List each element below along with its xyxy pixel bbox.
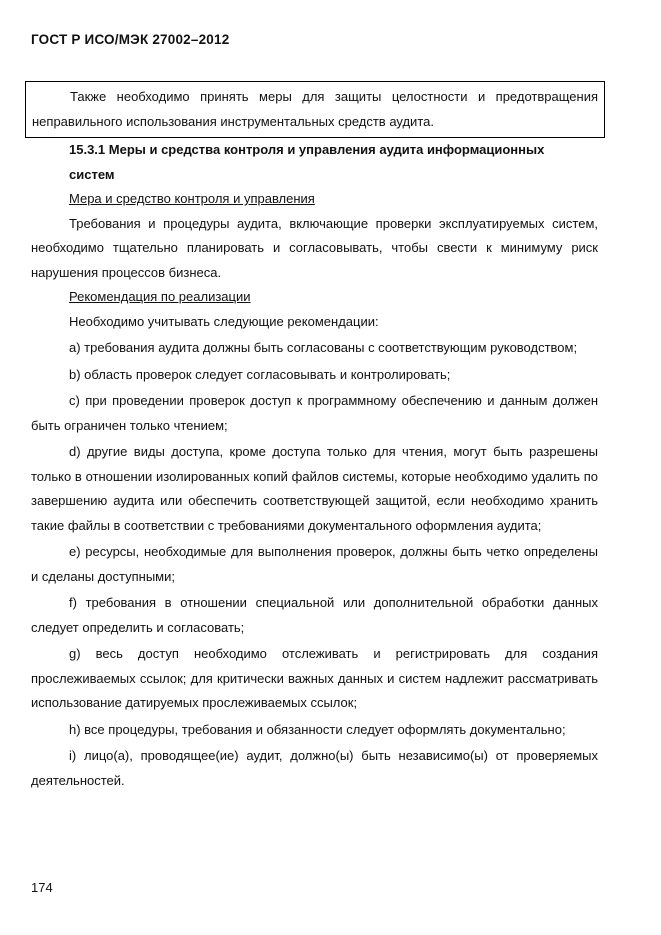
list-item: b) область проверок следует согласовывать и контролировать; [69,366,451,382]
guidance-label: Рекомендация по реализации [69,289,251,304]
note-box [25,81,605,138]
list-item: a) требования аудита должны быть согласованы с соответствующим руководством; [69,340,578,355]
list-item: g) весь доступ необходимо отслеживать и регистрировать для создания прослеживаемых ссылок; для критически важных данных и систем надлежит рассматривать использование датируемых прослеживаемых ссылок; [31,646,598,710]
control-label: Мера и средство контроля и управления [69,191,315,206]
section-heading-continued: систем [69,166,115,182]
list-item: i) лицо(а), проводящее(ие) аудит, должно(ы) быть независимо(ы) от проверяемых деятельностей. [31,748,598,788]
page-number: 174 [31,880,53,895]
guidance-intro: Необходимо учитывать следующие рекомендации: [69,313,379,329]
list-item: e) ресурсы, необходимые для выполнения проверок, должны быть четко определены и сделаны доступными; [31,544,598,584]
section-heading: 15.3.1 Меры и средства контроля и управления аудита информационных [69,142,545,157]
list-item: d) другие виды доступа, кроме доступа только для чтения, могут быть разрешены только в отношении изолированных копий файлов системы, которые необходимо удалить по завершению аудита или обеспечить соответствующей защитой, если необходимо хранить такие файлы в соответствии с требованиями документального оформления аудита; [31,444,598,533]
document-header-title: ГОСТ Р ИСО/МЭК 27002–2012 [31,32,230,47]
list-item: c) при проведении проверок доступ к программному обеспечению и данным должен быть ограничен только чтением; [31,393,598,433]
note-box-text: Также необходимо принять меры для защиты целостности и предотвращения неправильного использования инструментальных средств аудита. [32,89,598,129]
control-text: Требования и процедуры аудита, включающие проверки эксплуатируемых систем, необходимо тщательно планировать и согласовывать, чтобы свести к минимуму риск нарушения процессов бизнеса. [31,215,598,280]
section-content [31,138,598,793]
list-item: f) требования в отношении специальной или дополнительной обработки данных следует определить и согласовать; [31,595,598,635]
list-item: h) все процедуры, требования и обязанности следует оформлять документально; [69,721,566,737]
